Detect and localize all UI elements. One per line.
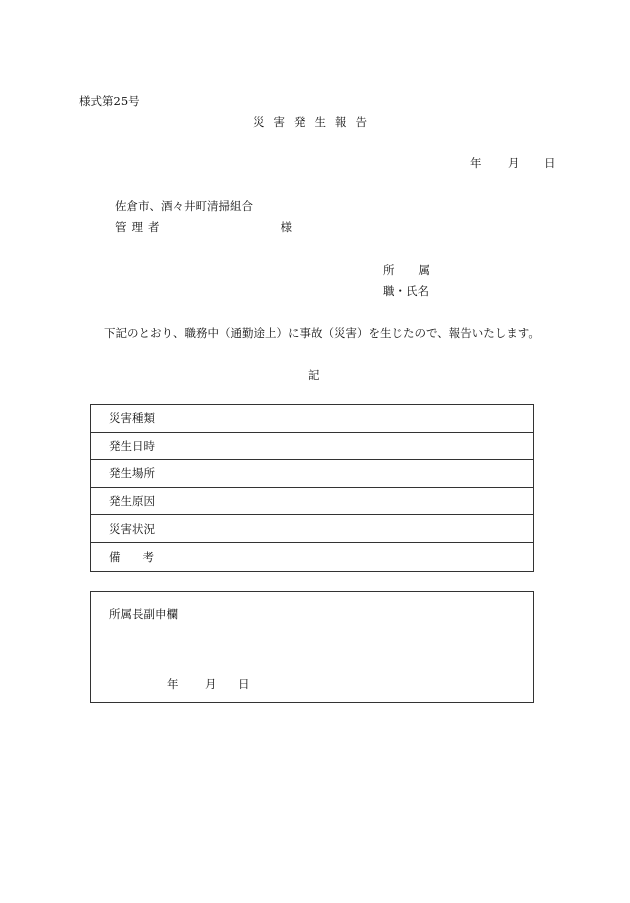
table-row[interactable]	[91, 460, 533, 488]
date-month-label: 月	[508, 156, 520, 170]
table-row[interactable]	[91, 488, 533, 516]
row-label: 発生場所	[109, 466, 155, 481]
chief-endorsement-label: 所属長副申欄	[109, 607, 178, 621]
table-row[interactable]	[91, 405, 533, 433]
addressee-title	[115, 222, 292, 234]
department-label-text: 所属	[383, 263, 454, 277]
row-label: 発生原因	[109, 494, 155, 509]
addressee-organization: 佐倉市、酒々井町清掃組合	[115, 199, 253, 213]
report-sentence: 下記のとおり、職務中（通勤途上）に事故（災害）を生じたので、報告いたします。	[104, 326, 540, 340]
table-row[interactable]	[91, 433, 533, 461]
form-number: 様式第25号	[79, 94, 140, 108]
table-row[interactable]	[91, 515, 533, 543]
chief-endorsement-date	[167, 679, 250, 691]
date-month-label: 月	[205, 677, 217, 691]
ki-heading: 記	[308, 368, 320, 382]
row-label: 発生日時	[109, 438, 155, 453]
reporter-department-label	[383, 265, 454, 277]
row-label: 備考	[109, 549, 176, 564]
date-year-label: 年	[167, 677, 179, 691]
chief-endorsement-box[interactable]	[90, 591, 534, 703]
document-title: 災害発生報告	[253, 115, 376, 129]
reporter-name-label: 職・氏名	[383, 284, 429, 298]
row-label: 災害種類	[109, 411, 155, 426]
date-day-label: 日	[238, 677, 250, 691]
date-year-label: 年	[470, 156, 482, 170]
row-label: 災害状況	[109, 521, 155, 536]
table-row[interactable]	[91, 543, 533, 571]
report-date	[470, 158, 556, 170]
addressee-suffix: 様	[280, 220, 292, 234]
incident-info-table	[90, 404, 534, 572]
addressee-role: 管理者	[115, 220, 165, 234]
date-day-label: 日	[544, 156, 556, 170]
